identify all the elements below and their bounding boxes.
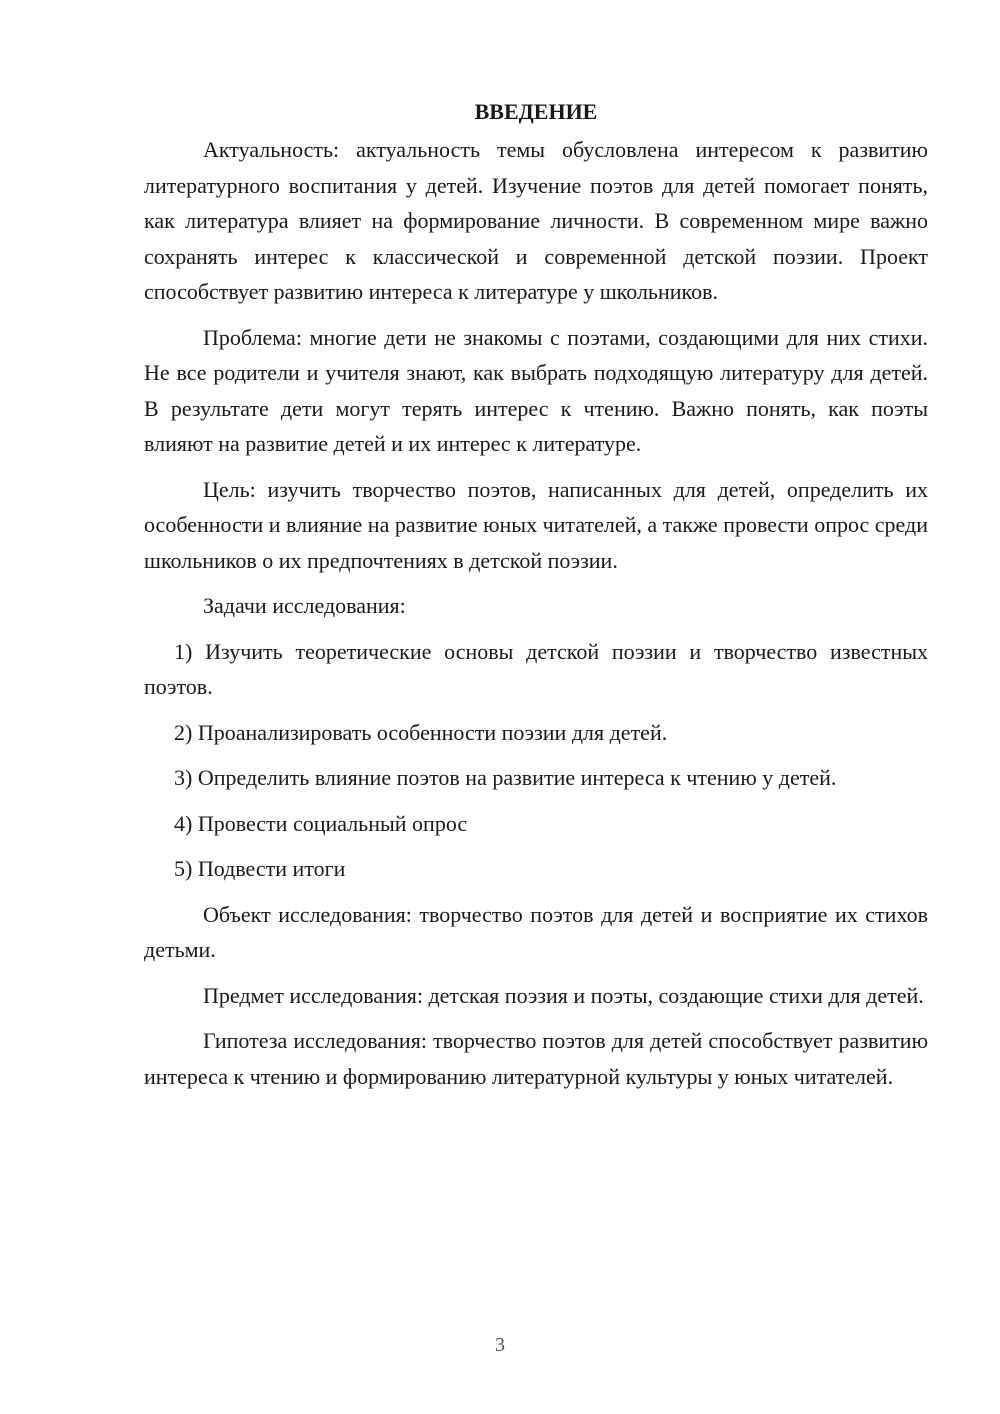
goal-paragraph: Цель: изучить творчество поэтов, написанных для детей, определить их особенности и влияние на развитие юных читателей, а также провести опрос среди школьников о их предпочтениях в детской поэзии. [144,476,928,573]
task-item-4: 4) Провести социальный опрос [174,810,468,836]
task-item-2: 2) Проанализировать особенности поэзии для детей. [174,719,668,745]
object-paragraph: Объект исследования: творчество поэтов для детей и восприятие их стихов детьми. [144,901,928,962]
hypothesis-paragraph: Гипотеза исследования: творчество поэтов для детей способствует развитию интереса к чтению и формированию литературной культуры у юных читателей. [144,1028,928,1089]
task-item-3: 3) Определить влияние поэтов на развитие интереса к чтению у детей. [174,765,837,790]
page-number: 3 [495,1334,505,1356]
document-page [144,94,928,1104]
task-item-5: 5) Подвести итоги [174,856,346,881]
subject-paragraph: Предмет исследования: детская поэзия и поэты, создающие стихи для детей. [203,982,924,1008]
task-item-1: 1) Изучить теоретические основы детской поэзии и творчество известных поэтов. [144,638,928,699]
relevance-paragraph: Актуальность: актуальность темы обусловлена интересом к развитию литературного воспитания у детей. Изучение поэтов для детей помогает понять, как литература влияет на формирование личности. В современном мире важно сохранять интерес к классической и современной детской поэзии. Проект способствует развитию интереса к литературе у школьников. [144,137,928,304]
section-title: ВВЕДЕНИЕ [474,99,598,124]
problem-paragraph: Проблема: многие дети не знакомы с поэтами, создающими для них стихи. Не все родители и учителя знают, как выбрать подходящую литературу для детей. В результате дети могут терять интерес к чтению. Важно понять, как поэты влияют на развитие детей и их интерес к литературе. [144,324,928,456]
tasks-list [144,634,928,887]
tasks-heading: Задачи исследования: [203,593,406,618]
